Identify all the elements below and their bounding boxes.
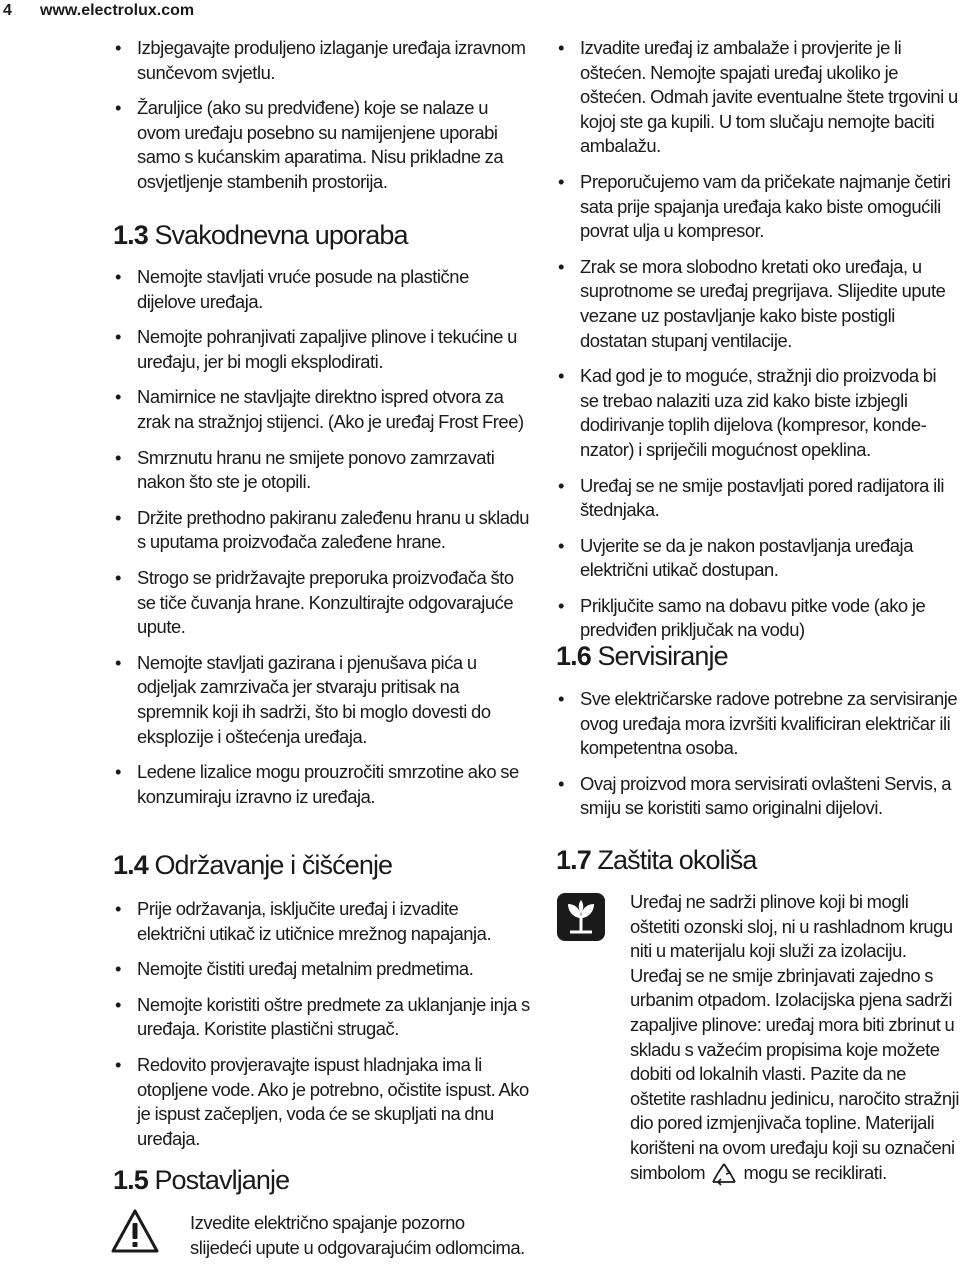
warning-icon <box>110 1208 160 1254</box>
environment-text-main: Uređaj ne sadrži plinove koji bi mogli oštetiti ozonski sloj, ni u rashladnom krugu niti u materijalu koji služi za izolaciju. Uređaj se ne smije zbrinjavati zajedno s urbanim otpadom. Izolacijska pjena sadrži zapaljive plinove: uređaj mora biti zbrinut u skladu s važećim propisima koje možete dobiti od lokalnih vlasti. Pazite da ne oštetite rashladnu jedinicu, naročito stražnji dio pored izmjenjivača topline. Materijali korišteni na ovom uređaju koji su označeni simbolom <box>630 891 959 1183</box>
page-number: 4 <box>3 2 12 19</box>
section-heading-1-6: 1.6 Servisiranje <box>556 641 728 671</box>
list-item: • Zrak se mora slobodno kretati oko uređaja, u suprotnome se uređaj pregrijava. Slijedite upute vezane uz postavljanje kako biste postigli dostatan stupanj ventilacije. <box>558 255 958 353</box>
list-item: • Ovaj proizvod mora servisirati ovlašteni Servis, a smiju se koristiti samo originalni dijelovi. <box>558 772 958 821</box>
list-item: • Redovito provjeravajte ispust hladnjaka ima li otopljene vode. Ako je potrebno, očistite ispust. Ako je ispust začepljen, voda će se skupljati na dnu uređaja. <box>115 1053 530 1151</box>
section-1-4-list <box>115 897 530 1162</box>
list-item: • Izbjegavajte produljeno izlaganje uređaja izravnom sunčevom svjetlu. <box>115 36 530 85</box>
right-intro-list <box>558 36 958 654</box>
section-1-6-list <box>558 687 958 832</box>
section-heading-1-3: 1.3 Svakodnevna uporaba <box>113 220 408 250</box>
list-item: • Prije održavanja, isključite uređaj i izvadite električni utikač iz utičnice mrežnog napajanja. <box>115 897 530 946</box>
left-intro-list <box>115 36 530 206</box>
list-item: • Sve električarske radove potrebne za servisiranje ovog uređaja mora izvršiti kvalificiran električar ili kompetentna osoba. <box>558 687 958 761</box>
recycle-icon <box>709 1162 739 1186</box>
list-item: • Izvadite uređaj iz ambalaže i provjerite je li oštećen. Nemojte spajati uređaj ukoliko je oštećen. Odmah javite eventualne štete trgovini u kojoj ste ga kupili. U tom slučaju nemojte baciti ambalažu. <box>558 36 958 159</box>
list-item: • Nemojte koristiti oštre predmete za uklanjanje inja s uređaja. Koristite plastični strugač. <box>115 993 530 1042</box>
list-item: • Držite prethodno pakiranu zaleđenu hranu u skladu s uputama proizvođača zaleđene hrane. <box>115 506 530 555</box>
environment-text <box>630 890 960 1186</box>
list-item: • Priključite samo na dobavu pitke vode (ako je predviđen priključak na vodu) <box>558 594 958 643</box>
list-item: • Nemojte stavljati gazirana i pjenušava pića u odjeljak zamrzivača jer stvaraju pritisak na spremnik koji ih sadrži, što bi moglo dovesti do eksplozije i oštećenja uređaja. <box>115 651 530 749</box>
list-item: • Kad god je to moguće, stražnji dio proizvoda bi se trebao nalaziti uza zid kako biste izbjegli dodirivanje toplih dijelova (kompresor, kondenzator) i spriječili mogućnost opeklina. <box>558 364 958 462</box>
site-url[interactable]: www.electrolux.com <box>40 2 195 19</box>
list-item: • Ledene lizalice mogu prouzročiti smrzotine ako se konzumiraju izravno iz uređaja. <box>115 760 530 809</box>
list-item: • Uvjerite se da je nakon postavljanja uređaja električni utikač dostupan. <box>558 534 958 583</box>
list-item: • Nemojte čistiti uređaj metalnim predmetima. <box>115 957 530 982</box>
section-heading-1-7: 1.7 Zaštita okoliša <box>556 845 757 875</box>
list-item: • Namirnice ne stavljajte direktno ispred otvora za zrak na stražnjoj stijenci. (Ako je uređaj Frost Free) <box>115 385 530 434</box>
list-item: • Uređaj se ne smije postavljati pored radijatora ili štednjaka. <box>558 474 958 523</box>
environment-text-end: mogu se reciklirati. <box>743 1161 887 1183</box>
list-item: • Nemojte pohranjivati zapaljive plinove i tekućine u uređaju, jer bi mogli eksplodirati. <box>115 325 530 374</box>
list-item: • Nemojte stavljati vruće posude na plastične dijelove uređaja. <box>115 265 530 314</box>
section-heading-1-5: 1.5 Postavljanje <box>113 1165 290 1195</box>
section-heading-1-4: 1.4 Održavanje i čišćenje <box>113 850 393 880</box>
section-1-3-list <box>115 265 530 820</box>
list-item: • Žaruljice (ako su predviđene) koje se nalaze u ovom uređaju posebno su namijenjene uporabi samo s kućanskim aparatima. Nisu prikladne za osvjetljenje stambenih prostorija. <box>115 96 530 194</box>
list-item: • Smrznutu hranu ne smijete ponovo zamrzavati nakon što ste je otopili. <box>115 446 530 495</box>
installation-warning-text: Izvedite električno spajanje pozorno slijedeći upute u odgovarajućim odlomcima. <box>190 1212 525 1258</box>
list-item: • Strogo se pridržavajte preporuka proizvođača što se tiče čuvanja hrane. Konzultirajte odgovarajuće upute. <box>115 566 530 640</box>
list-item: • Preporučujemo vam da pričekate najmanje četiri sata prije spajanja uređaja kako biste omogućili povrat ulja u kompresor. <box>558 170 958 244</box>
environment-plant-icon <box>556 892 606 942</box>
